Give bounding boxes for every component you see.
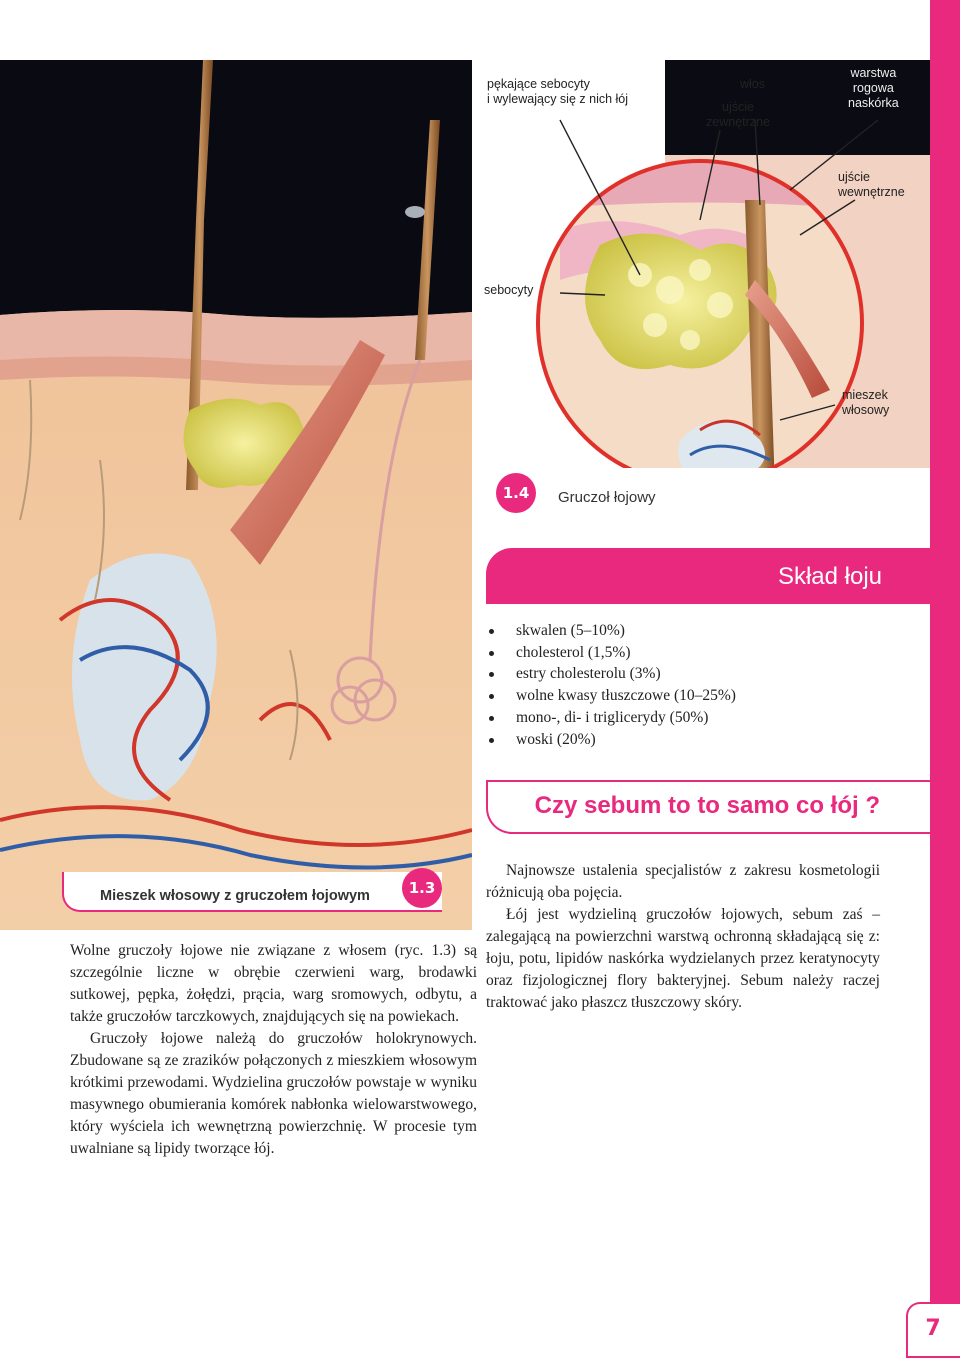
label-line: naskórka xyxy=(848,96,899,110)
composition-item: woski (20%) xyxy=(486,729,736,751)
composition-item: estry cholesterolu (3%) xyxy=(486,663,736,685)
page-accent-strip xyxy=(930,0,960,1358)
right-column-text xyxy=(486,860,880,1014)
label-line: zewnętrzne xyxy=(706,115,770,129)
composition-item: wolne kwasy tłuszczowe (10–25%) xyxy=(486,685,736,707)
left-paragraph-1: Wolne gruczoły łojowe nie związane z włosem (ryc. 1.3) są szczególnie liczne w obrębie czerwieni warg, brodawki sutkowej, pępka, żołędzi, prącia, warg sromowych, odbytu, a także gruczołów tarczkowych, znajdujących się na powiekach. xyxy=(70,942,477,1025)
label-sebocytes: sebocyty xyxy=(484,283,534,297)
figure-1-3-number: 1.3 xyxy=(402,868,442,908)
label-line: włosowy xyxy=(842,403,890,417)
composition-item: skwalen (5–10%) xyxy=(486,620,736,642)
label-line: i wylewający się z nich łój xyxy=(487,92,629,106)
figure-1-4-number: 1.4 xyxy=(496,473,536,513)
figure-1-4-title: Gruczoł łojowy xyxy=(558,489,656,506)
label-line: warstwa xyxy=(850,66,897,80)
label-line: rogowa xyxy=(852,81,894,95)
left-paragraph-2: Gruczoły łojowe należą do gruczołów holokrynowych. Zbudowane są ze zrazików połączonych z mieszkiem włosowym krótkimi przewodami. Wydzielina gruczołów powstaje w wyniku masywnego obumierania komórek nabłonka wielowarstwowego, który wyściela ich wewnętrzną powierzchnię. W procesie tym uwalniane są lipidy tworzące łój. xyxy=(70,1030,477,1157)
composition-list xyxy=(486,620,736,750)
right-paragraph-1: Najnowsze ustalenia specjalistów z zakresu kosmetologii różnicują oba pojęcia. xyxy=(486,862,880,901)
figure-1-3-title: Mieszek włosowy z gruczołem łojowym xyxy=(100,888,370,904)
page-number: 7 xyxy=(925,1316,941,1341)
label-inner-opening xyxy=(838,170,905,200)
label-line: ujście xyxy=(722,100,754,114)
label-outer-opening xyxy=(706,100,770,130)
label-line: pękające sebocyty xyxy=(487,77,590,91)
label-hair-follicle xyxy=(842,388,889,418)
composition-item: mono-, di- i triglicerydy (50%) xyxy=(486,707,736,729)
left-column-text xyxy=(70,940,477,1160)
figure-1-4-caption-bg xyxy=(484,468,930,514)
label-line: ujście xyxy=(838,170,870,184)
label-line: mieszek xyxy=(842,388,888,402)
right-paragraph-2: Łój jest wydzieliną gruczołów łojowych, sebum zaś – zalegającą na powierzchni warstwą ochronną składającą się z: łoju, potu, lipidów naskórka wydzielanych przez keratynocyty oraz fizjologicznej flory bakteryjnej. Sebum należy raczej traktować jako płaszcz tłuszczowy skóry. xyxy=(486,906,880,1011)
composition-item: cholesterol (1,5%) xyxy=(486,642,736,664)
label-line: wewnętrzne xyxy=(838,185,905,199)
label-bursting-sebocytes xyxy=(487,77,628,107)
composition-title: Skład łoju xyxy=(777,563,882,590)
label-stratum-corneum xyxy=(848,66,899,111)
label-hair: włos xyxy=(740,77,766,91)
question-title: Czy sebum to to samo co łój ? xyxy=(534,792,880,819)
